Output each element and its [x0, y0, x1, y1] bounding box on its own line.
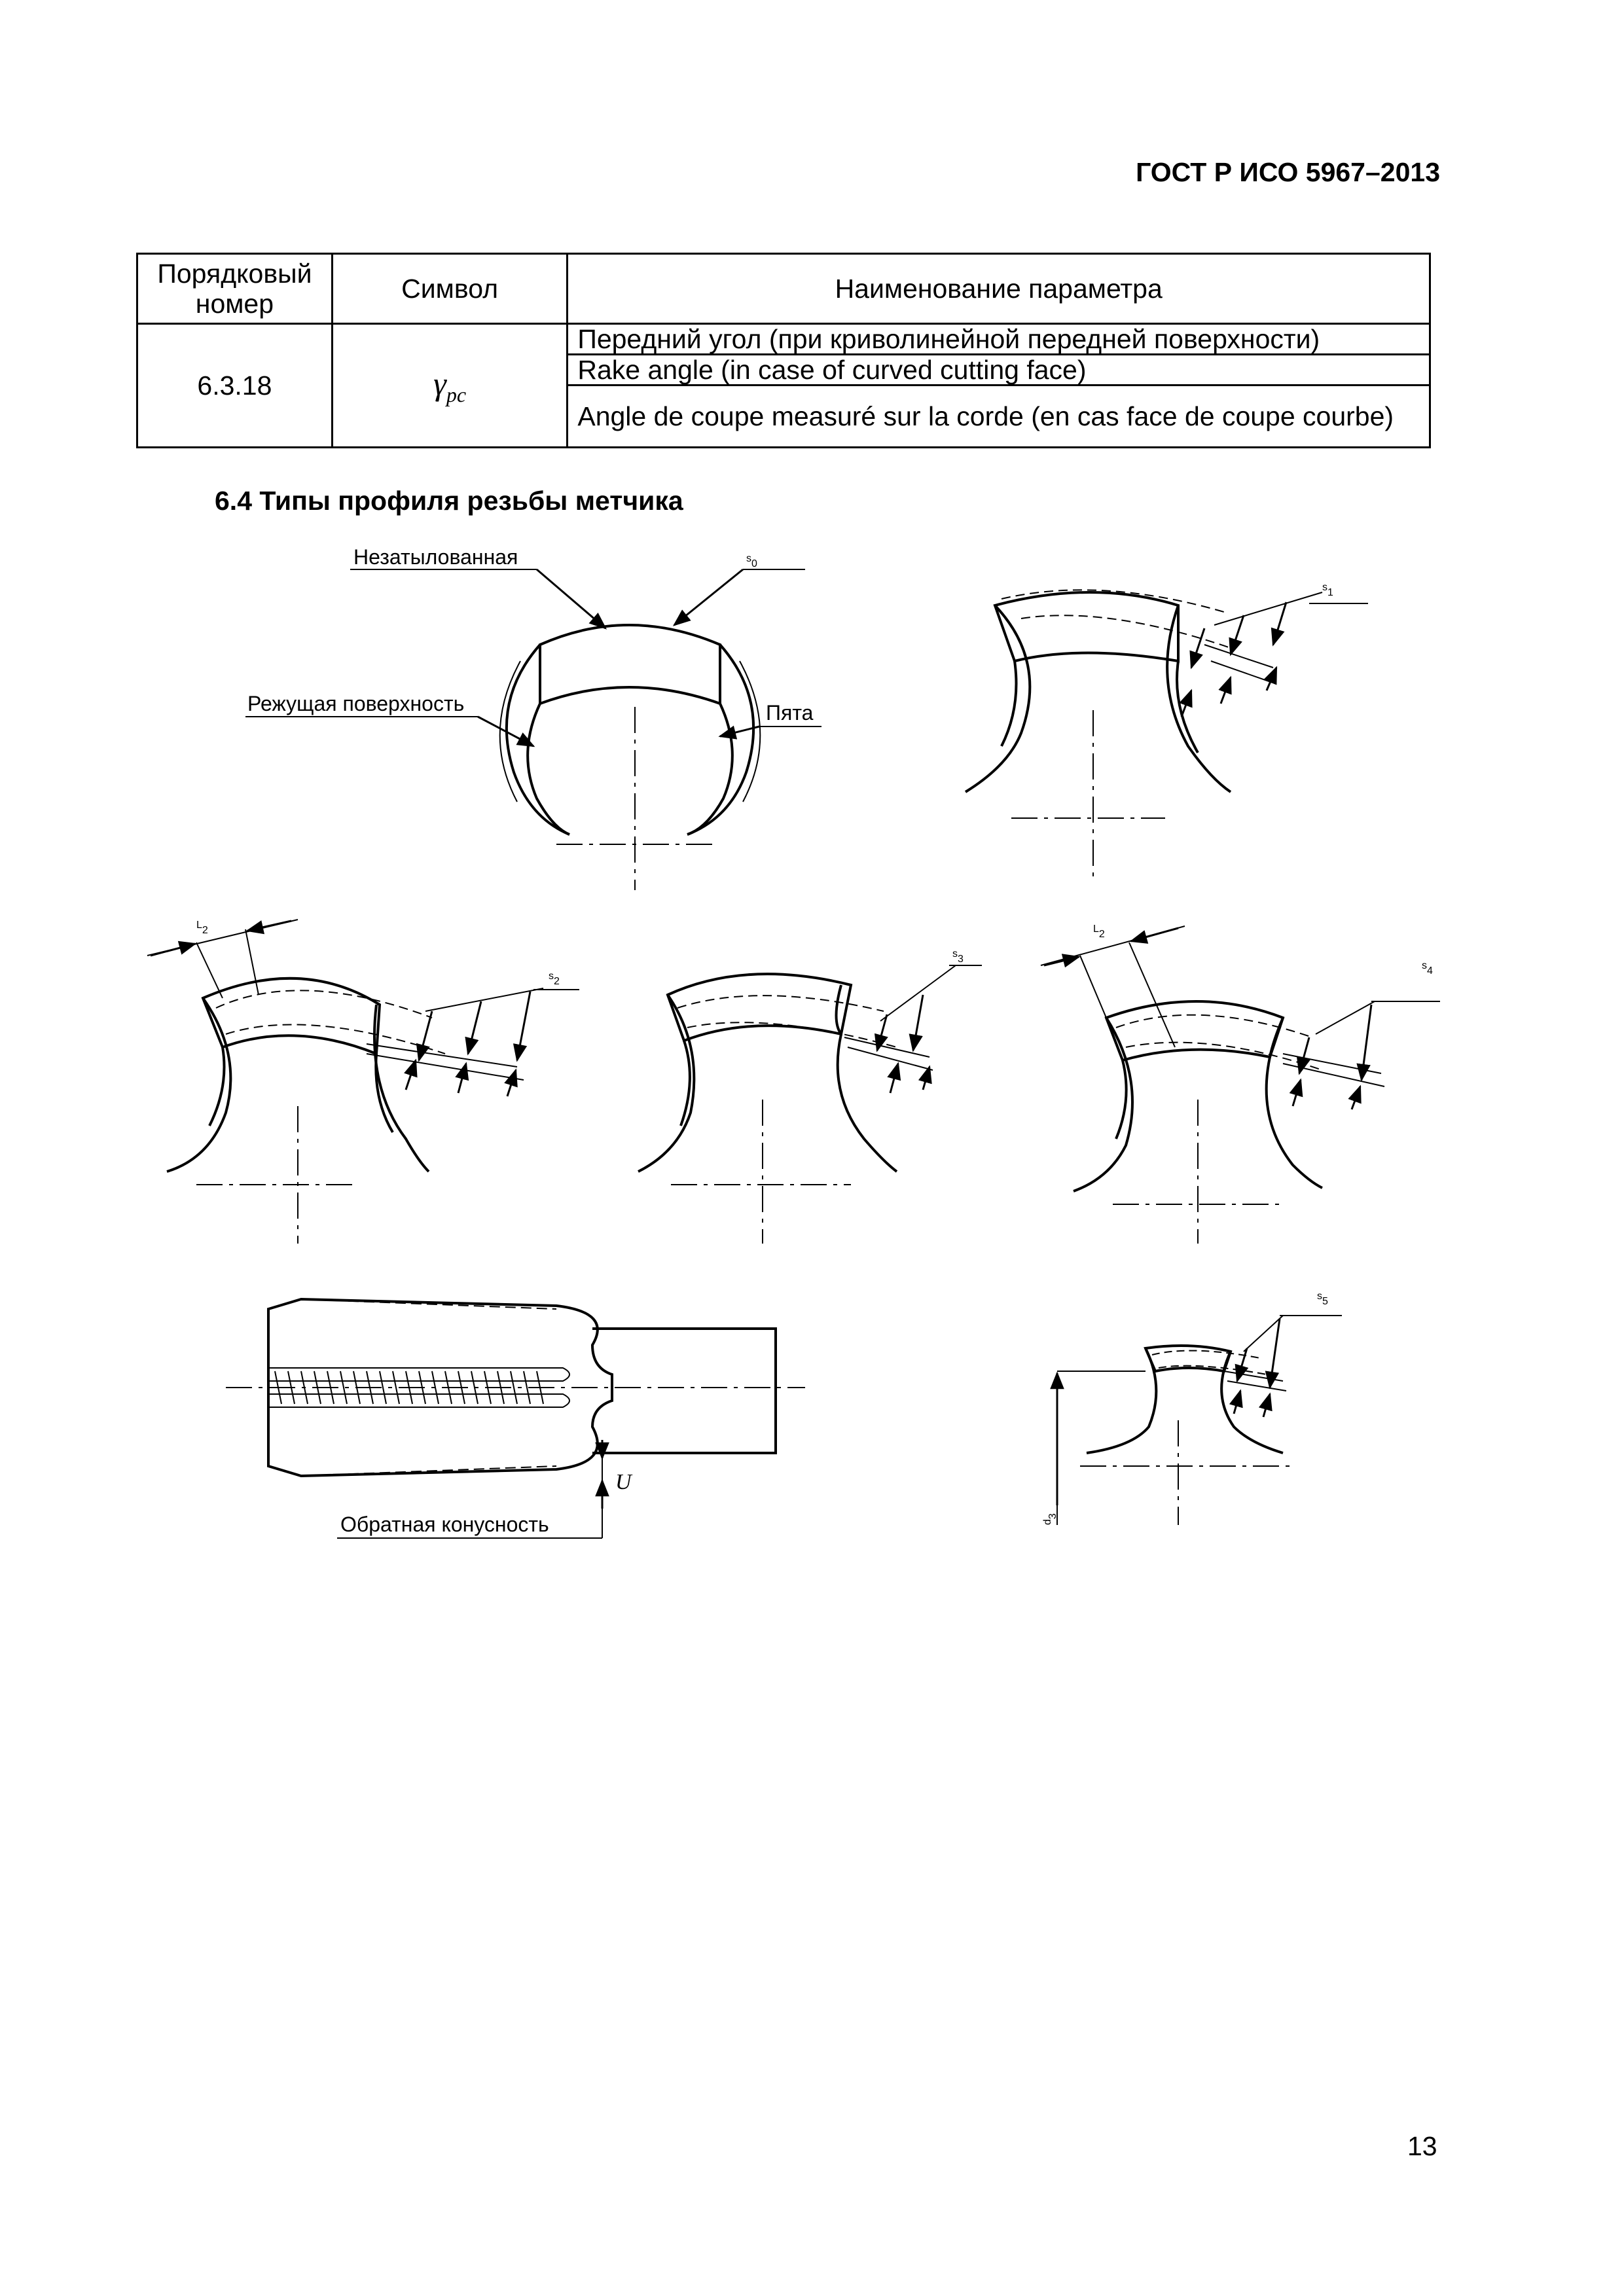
symbol-l2-right: L2	[1093, 924, 1105, 940]
symbol-s5: s5	[1317, 1291, 1328, 1307]
row-number: 6.3.18	[137, 324, 333, 448]
tooth-land	[540, 625, 720, 704]
column-header-name: Наименование параметра	[568, 254, 1430, 324]
profile-unrelieved-drawing	[245, 569, 821, 890]
symbol-s3: s3	[952, 948, 964, 965]
standard-header: ГОСТ Р ИСО 5967–2013	[1136, 157, 1440, 187]
symbol-s1: s1	[1322, 582, 1333, 598]
flute-left	[507, 645, 569, 834]
profile-s4-drawing	[1041, 926, 1440, 1244]
profile-s3-drawing	[638, 965, 982, 1244]
symbol-d3: d3	[1042, 1513, 1058, 1525]
label-cutting-face: Режущая поверхность	[247, 692, 465, 715]
label-unrelieved: Незатылованная	[353, 545, 518, 569]
page-number: 13	[1407, 2131, 1437, 2161]
name-russian: Передний угол (при криволинейной передней поверхности)	[568, 324, 1430, 355]
profile-s1-drawing	[965, 590, 1368, 877]
symbol-l2-left: L2	[196, 920, 208, 936]
section-title: 6.4 Типы профиля резьбы метчика	[215, 486, 683, 516]
tap-side-view-drawing	[226, 1299, 805, 1538]
column-header-number: Порядковый номер	[137, 254, 333, 324]
symbol-u: U	[615, 1470, 632, 1494]
name-french: Angle de coupe measuré sur la corde (en cas face de coupe courbe)	[568, 386, 1430, 448]
column-header-symbol: Символ	[332, 254, 568, 324]
symbol-s4: s4	[1422, 960, 1433, 977]
profile-s2-drawing	[147, 920, 579, 1244]
symbol-subscript: pc	[446, 382, 467, 406]
profile-s5-drawing	[1057, 1316, 1342, 1525]
label-back-taper: Обратная конусность	[340, 1513, 549, 1536]
name-english: Rake angle (in case of curved cutting face)	[568, 355, 1430, 386]
symbol-s0: s0	[746, 553, 757, 569]
symbol-s2: s2	[549, 971, 560, 987]
label-heel: Пята	[766, 701, 814, 725]
symbol-gamma: γ	[433, 365, 446, 402]
